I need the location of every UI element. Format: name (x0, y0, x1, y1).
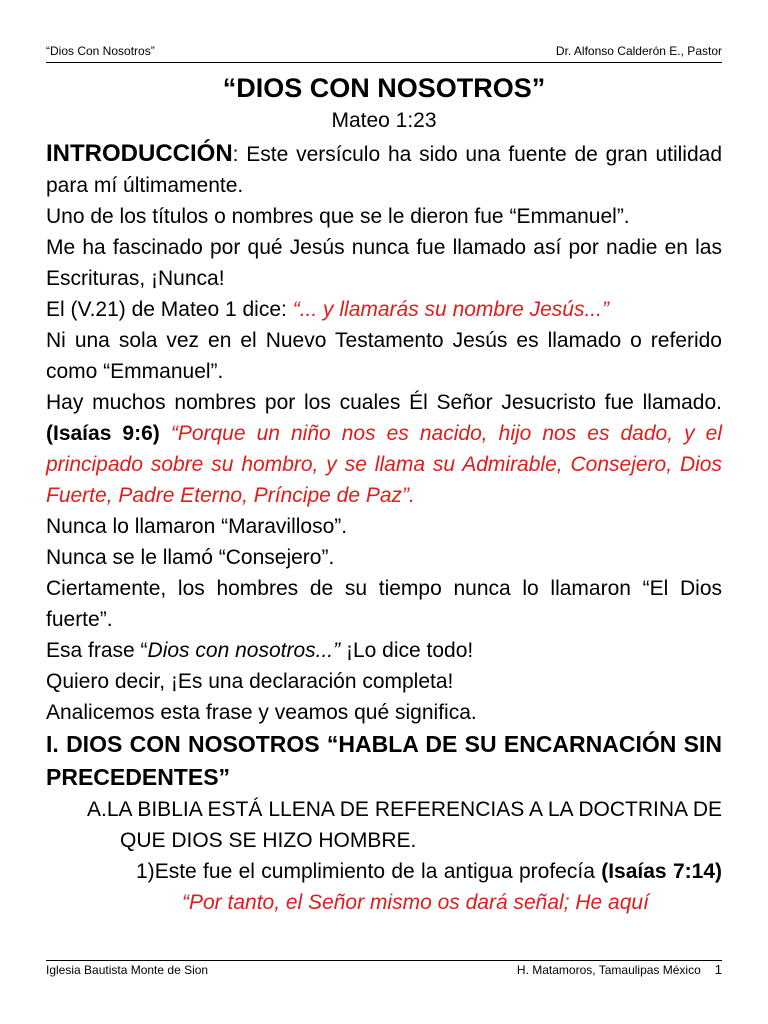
paragraph: Me ha fascinado por qué Jesús nunca fue llamado así por nadie en las Escrituras, ¡Nunca! (46, 236, 722, 290)
header-left: “Dios Con Nosotros” (46, 44, 155, 58)
footer-right-group (517, 962, 722, 978)
paragraph: Ciertamente, los hombres de su tiempo nunca lo llamaron “El Dios fuerte”. (46, 577, 722, 631)
footer-left: Iglesia Bautista Monte de Sion (46, 963, 209, 977)
paragraph-text: El (V.21) de Mateo 1 dice: (46, 298, 293, 321)
scripture-quote: “Por tanto, el Señor mismo os dará señal; He aquí (182, 891, 649, 914)
footer-divider (46, 960, 722, 961)
paragraph: Nunca lo llamaron “Maravilloso”. (46, 515, 348, 538)
paragraph: Uno de los títulos o nombres que se le dieron fue “Emmanuel”. (46, 205, 630, 228)
section-heading: I. DIOS CON NOSOTROS “HABLA DE SU ENCARNACIÓN SIN PRECEDENTES” (46, 731, 722, 790)
intro-paragraph (46, 138, 722, 201)
scripture-reference: Mateo 1:23 (331, 109, 437, 132)
italic-phrase: Dios con nosotros...” (147, 639, 341, 662)
paragraph (46, 294, 722, 325)
paragraph: Quiero decir, ¡Es una declaración completa! (46, 670, 454, 693)
page-title: “DIOS CON NOSOTROS” (222, 73, 546, 103)
paragraph (46, 635, 722, 666)
header-right: Dr. Alfonso Calderón E., Pastor (555, 44, 722, 58)
page-body (46, 70, 722, 918)
intro-label: INTRODUCCIÓN (46, 140, 233, 167)
paragraph: Nunca se le llamó “Consejero”. (46, 546, 335, 569)
paragraph-text: Esa frase “ (46, 639, 148, 662)
outline-text: LA BIBLIA ESTÁ LLENA DE REFERENCIAS A LA DOCTRINA DE QUE DIOS SE HIZO HOMBRE. (106, 798, 722, 852)
outline-marker: 1) (136, 860, 155, 883)
page-number: 1 (714, 962, 722, 977)
paragraph: Ni una sola vez en el Nuevo Testamento Jesús es llamado o referido como “Emmanuel”. (46, 329, 722, 383)
page-footer (46, 962, 722, 978)
scripture-quote: “... y llamarás su nombre Jesús...” (292, 298, 609, 321)
paragraph-text: Hay muchos nombres por los cuales Él Señor Jesucristo fue llamado. (46, 391, 722, 414)
outline-marker: A. (87, 798, 107, 821)
scripture-citation: (Isaías 7:14) (601, 860, 722, 883)
scripture-quote: “Porque un niño nos es nacido, hijo nos es dado, y el principado sobre su hombro, y se llama su Admirable, Consejero, Dios Fuerte, Padre Eterno, Príncipe de Paz”. (46, 422, 722, 507)
paragraph-text: ¡Lo dice todo! (340, 639, 474, 662)
paragraph (46, 387, 722, 511)
outline-text: Este fue el cumplimiento de la antigua profecía (154, 860, 602, 883)
outline-item-a (46, 794, 722, 856)
paragraph: Analicemos esta frase y veamos qué significa. (46, 701, 477, 724)
header-divider (46, 62, 722, 63)
intro-text: : Este versículo ha sido una fuente de gran utilidad para mí últimamente. (46, 143, 722, 197)
page-header (46, 43, 722, 59)
scripture-citation: (Isaías 9:6) (46, 422, 160, 445)
footer-right: H. Matamoros, Tamaulipas México (516, 963, 701, 977)
outline-item-1 (46, 856, 722, 918)
